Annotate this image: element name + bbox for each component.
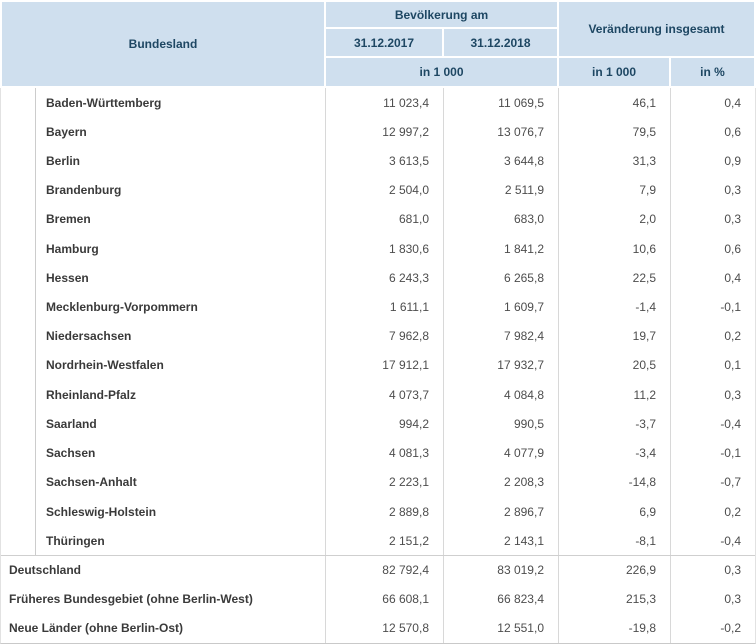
bundesland-name-cell — [1, 117, 325, 146]
bundesland-name: Sachsen-Anhalt — [46, 475, 137, 490]
table-row — [1, 176, 755, 205]
change-percent-cell: 0,6 — [670, 117, 755, 146]
bundesland-name: Saarland — [46, 416, 97, 431]
population-2017-cell: 681,0 — [325, 205, 443, 234]
table-row — [1, 585, 755, 614]
change-absolute-cell: -8,1 — [558, 526, 670, 555]
bundesland-name: Bayern — [46, 124, 87, 139]
population-2018-cell: 7 982,4 — [443, 322, 558, 351]
bundesland-name: Bremen — [46, 212, 91, 227]
bundesland-name-cell — [1, 146, 325, 175]
table-row — [1, 468, 755, 497]
population-2017-cell: 7 962,8 — [325, 322, 443, 351]
population-2018-cell: 1 609,7 — [443, 292, 558, 321]
column-header-date-2018: 31.12.2018 — [444, 29, 557, 56]
bundesland-name: Berlin — [46, 154, 81, 169]
unit-header-population: in 1 000 — [326, 58, 557, 86]
population-2018-cell: 1 841,2 — [443, 234, 558, 263]
bundesland-name: Mecklenburg-Vorpommern — [46, 300, 198, 315]
change-percent-cell: 0,2 — [670, 322, 755, 351]
bundesland-name-cell — [1, 409, 325, 438]
population-2017-cell: 82 792,4 — [325, 556, 443, 584]
indent-guide-line — [35, 497, 36, 526]
change-percent-cell: -0,1 — [670, 292, 755, 321]
indent-guide-line — [35, 409, 36, 438]
population-2018-cell: 4 084,8 — [443, 380, 558, 409]
population-2018-cell: 66 823,4 — [443, 585, 558, 614]
table-row — [1, 380, 755, 409]
bundesland-name-cell — [1, 263, 325, 292]
change-percent-cell: 0,1 — [670, 351, 755, 380]
indent-guide-line — [35, 468, 36, 497]
population-2017-cell: 66 608,1 — [325, 585, 443, 614]
change-percent-cell: 0,3 — [670, 176, 755, 205]
bundesland-name: Baden-Württemberg — [46, 95, 162, 110]
population-2017-cell: 4 073,7 — [325, 380, 443, 409]
indent-guide-line — [35, 292, 36, 321]
column-header-bundesland: Bundesland — [2, 2, 324, 86]
change-absolute-cell: 22,5 — [558, 263, 670, 292]
population-2017-cell: 1 611,1 — [325, 292, 443, 321]
group-header-change: Veränderung insgesamt — [559, 2, 754, 56]
bundesland-name: Neue Länder (ohne Berlin-Ost) — [9, 621, 184, 636]
population-2018-cell: 6 265,8 — [443, 263, 558, 292]
table-row — [1, 117, 755, 146]
change-absolute-cell: 6,9 — [558, 497, 670, 526]
table-row — [1, 205, 755, 234]
change-percent-cell: 0,4 — [670, 88, 755, 117]
change-absolute-cell: 11,2 — [558, 380, 670, 409]
indent-guide-line — [35, 380, 36, 409]
indent-guide-line — [35, 351, 36, 380]
indent-guide-line — [35, 439, 36, 468]
change-absolute-cell: 31,3 — [558, 146, 670, 175]
indent-guide-line — [35, 88, 36, 117]
bundesland-name: Deutschland — [9, 563, 82, 578]
change-absolute-cell: 226,9 — [558, 556, 670, 584]
bundesland-name: Thüringen — [46, 533, 105, 548]
population-2017-cell: 11 023,4 — [325, 88, 443, 117]
bundesland-name-cell — [1, 234, 325, 263]
bundesland-name-cell — [1, 585, 325, 614]
population-2017-cell: 6 243,3 — [325, 263, 443, 292]
table-row — [1, 409, 755, 438]
table-row — [1, 526, 755, 555]
bundesland-name-cell — [1, 351, 325, 380]
bundesland-name: Früheres Bundesgebiet (ohne Berlin-West) — [9, 592, 253, 607]
population-2018-cell: 13 076,7 — [443, 117, 558, 146]
change-absolute-cell: -3,4 — [558, 439, 670, 468]
change-percent-cell: 0,4 — [670, 263, 755, 292]
population-2017-cell: 12 997,2 — [325, 117, 443, 146]
indent-guide-line — [35, 526, 36, 555]
population-2018-cell: 11 069,5 — [443, 88, 558, 117]
change-absolute-cell: -14,8 — [558, 468, 670, 497]
indent-guide-line — [35, 176, 36, 205]
change-absolute-cell: 215,3 — [558, 585, 670, 614]
population-2018-cell: 3 644,8 — [443, 146, 558, 175]
change-absolute-cell: -1,4 — [558, 292, 670, 321]
change-absolute-cell: 79,5 — [558, 117, 670, 146]
population-2017-cell: 994,2 — [325, 409, 443, 438]
table-row — [1, 439, 755, 468]
change-percent-cell: 0,9 — [670, 146, 755, 175]
table-row — [1, 88, 755, 117]
table-row — [1, 555, 755, 584]
table-row — [1, 614, 755, 643]
change-percent-cell: 0,2 — [670, 497, 755, 526]
table-row — [1, 497, 755, 526]
population-2018-cell: 2 208,3 — [443, 468, 558, 497]
population-2018-cell: 2 511,9 — [443, 176, 558, 205]
indent-guide-line — [35, 234, 36, 263]
bundesland-name-cell — [1, 205, 325, 234]
population-2017-cell: 4 081,3 — [325, 439, 443, 468]
change-absolute-cell: -19,8 — [558, 614, 670, 643]
population-2017-cell: 2 223,1 — [325, 468, 443, 497]
change-percent-cell: 0,6 — [670, 234, 755, 263]
indent-guide-line — [35, 146, 36, 175]
change-percent-cell: 0,3 — [670, 205, 755, 234]
bundesland-name: Niedersachsen — [46, 329, 132, 344]
indent-guide-line — [35, 205, 36, 234]
change-percent-cell: -0,1 — [670, 439, 755, 468]
population-2018-cell: 2 896,7 — [443, 497, 558, 526]
bundesland-name-cell — [1, 88, 325, 117]
column-header-date-2017: 31.12.2017 — [326, 29, 442, 56]
population-2018-cell: 17 932,7 — [443, 351, 558, 380]
bundesland-name-cell — [1, 292, 325, 321]
change-percent-cell: -0,4 — [670, 409, 755, 438]
indent-guide-line — [35, 117, 36, 146]
table-row — [1, 351, 755, 380]
population-2017-cell: 3 613,5 — [325, 146, 443, 175]
population-2017-cell: 2 889,8 — [325, 497, 443, 526]
population-2018-cell: 12 551,0 — [443, 614, 558, 643]
change-absolute-cell: 46,1 — [558, 88, 670, 117]
bundesland-name: Sachsen — [46, 446, 96, 461]
population-2018-cell: 2 143,1 — [443, 526, 558, 555]
bundesland-name: Brandenburg — [46, 183, 122, 198]
bundesland-name: Hessen — [46, 270, 89, 285]
bundesland-name-cell — [1, 497, 325, 526]
bundesland-name-cell — [1, 526, 325, 555]
group-header-population: Bevölkerung am — [326, 2, 557, 27]
change-percent-cell: -0,7 — [670, 468, 755, 497]
bundesland-name-cell — [1, 468, 325, 497]
bundesland-name-cell — [1, 556, 325, 584]
change-absolute-cell: -3,7 — [558, 409, 670, 438]
population-2017-cell: 1 830,6 — [325, 234, 443, 263]
change-percent-cell: 0,3 — [670, 585, 755, 614]
table-row — [1, 322, 755, 351]
bundesland-name: Hamburg — [46, 241, 99, 256]
bundesland-name-cell — [1, 322, 325, 351]
indent-guide-line — [35, 263, 36, 292]
change-absolute-cell: 7,9 — [558, 176, 670, 205]
change-absolute-cell: 19,7 — [558, 322, 670, 351]
table-row — [1, 146, 755, 175]
change-absolute-cell: 10,6 — [558, 234, 670, 263]
change-absolute-cell: 2,0 — [558, 205, 670, 234]
population-2018-cell: 83 019,2 — [443, 556, 558, 584]
bundesland-name-cell — [1, 380, 325, 409]
change-absolute-cell: 20,5 — [558, 351, 670, 380]
change-percent-cell: 0,3 — [670, 556, 755, 584]
population-2018-cell: 990,5 — [443, 409, 558, 438]
change-percent-cell: -0,2 — [670, 614, 755, 643]
table-header — [0, 0, 756, 88]
population-2017-cell: 2 151,2 — [325, 526, 443, 555]
population-2018-cell: 4 077,9 — [443, 439, 558, 468]
table-row — [1, 292, 755, 321]
table-body — [0, 88, 756, 644]
bundesland-name: Schleswig-Holstein — [46, 504, 157, 519]
unit-header-change-absolute: in 1 000 — [559, 58, 669, 86]
bundesland-name-cell — [1, 176, 325, 205]
unit-header-change-percent: in % — [671, 58, 754, 86]
bundesland-name: Nordrhein-Westfalen — [46, 358, 164, 373]
population-2017-cell: 2 504,0 — [325, 176, 443, 205]
table-row — [1, 263, 755, 292]
indent-guide-line — [35, 322, 36, 351]
bundesland-name-cell — [1, 614, 325, 643]
change-percent-cell: -0,4 — [670, 526, 755, 555]
table-row — [1, 234, 755, 263]
population-2018-cell: 683,0 — [443, 205, 558, 234]
population-2017-cell: 12 570,8 — [325, 614, 443, 643]
population-2017-cell: 17 912,1 — [325, 351, 443, 380]
bundesland-name-cell — [1, 439, 325, 468]
bundesland-name: Rheinland-Pfalz — [46, 387, 137, 402]
change-percent-cell: 0,3 — [670, 380, 755, 409]
